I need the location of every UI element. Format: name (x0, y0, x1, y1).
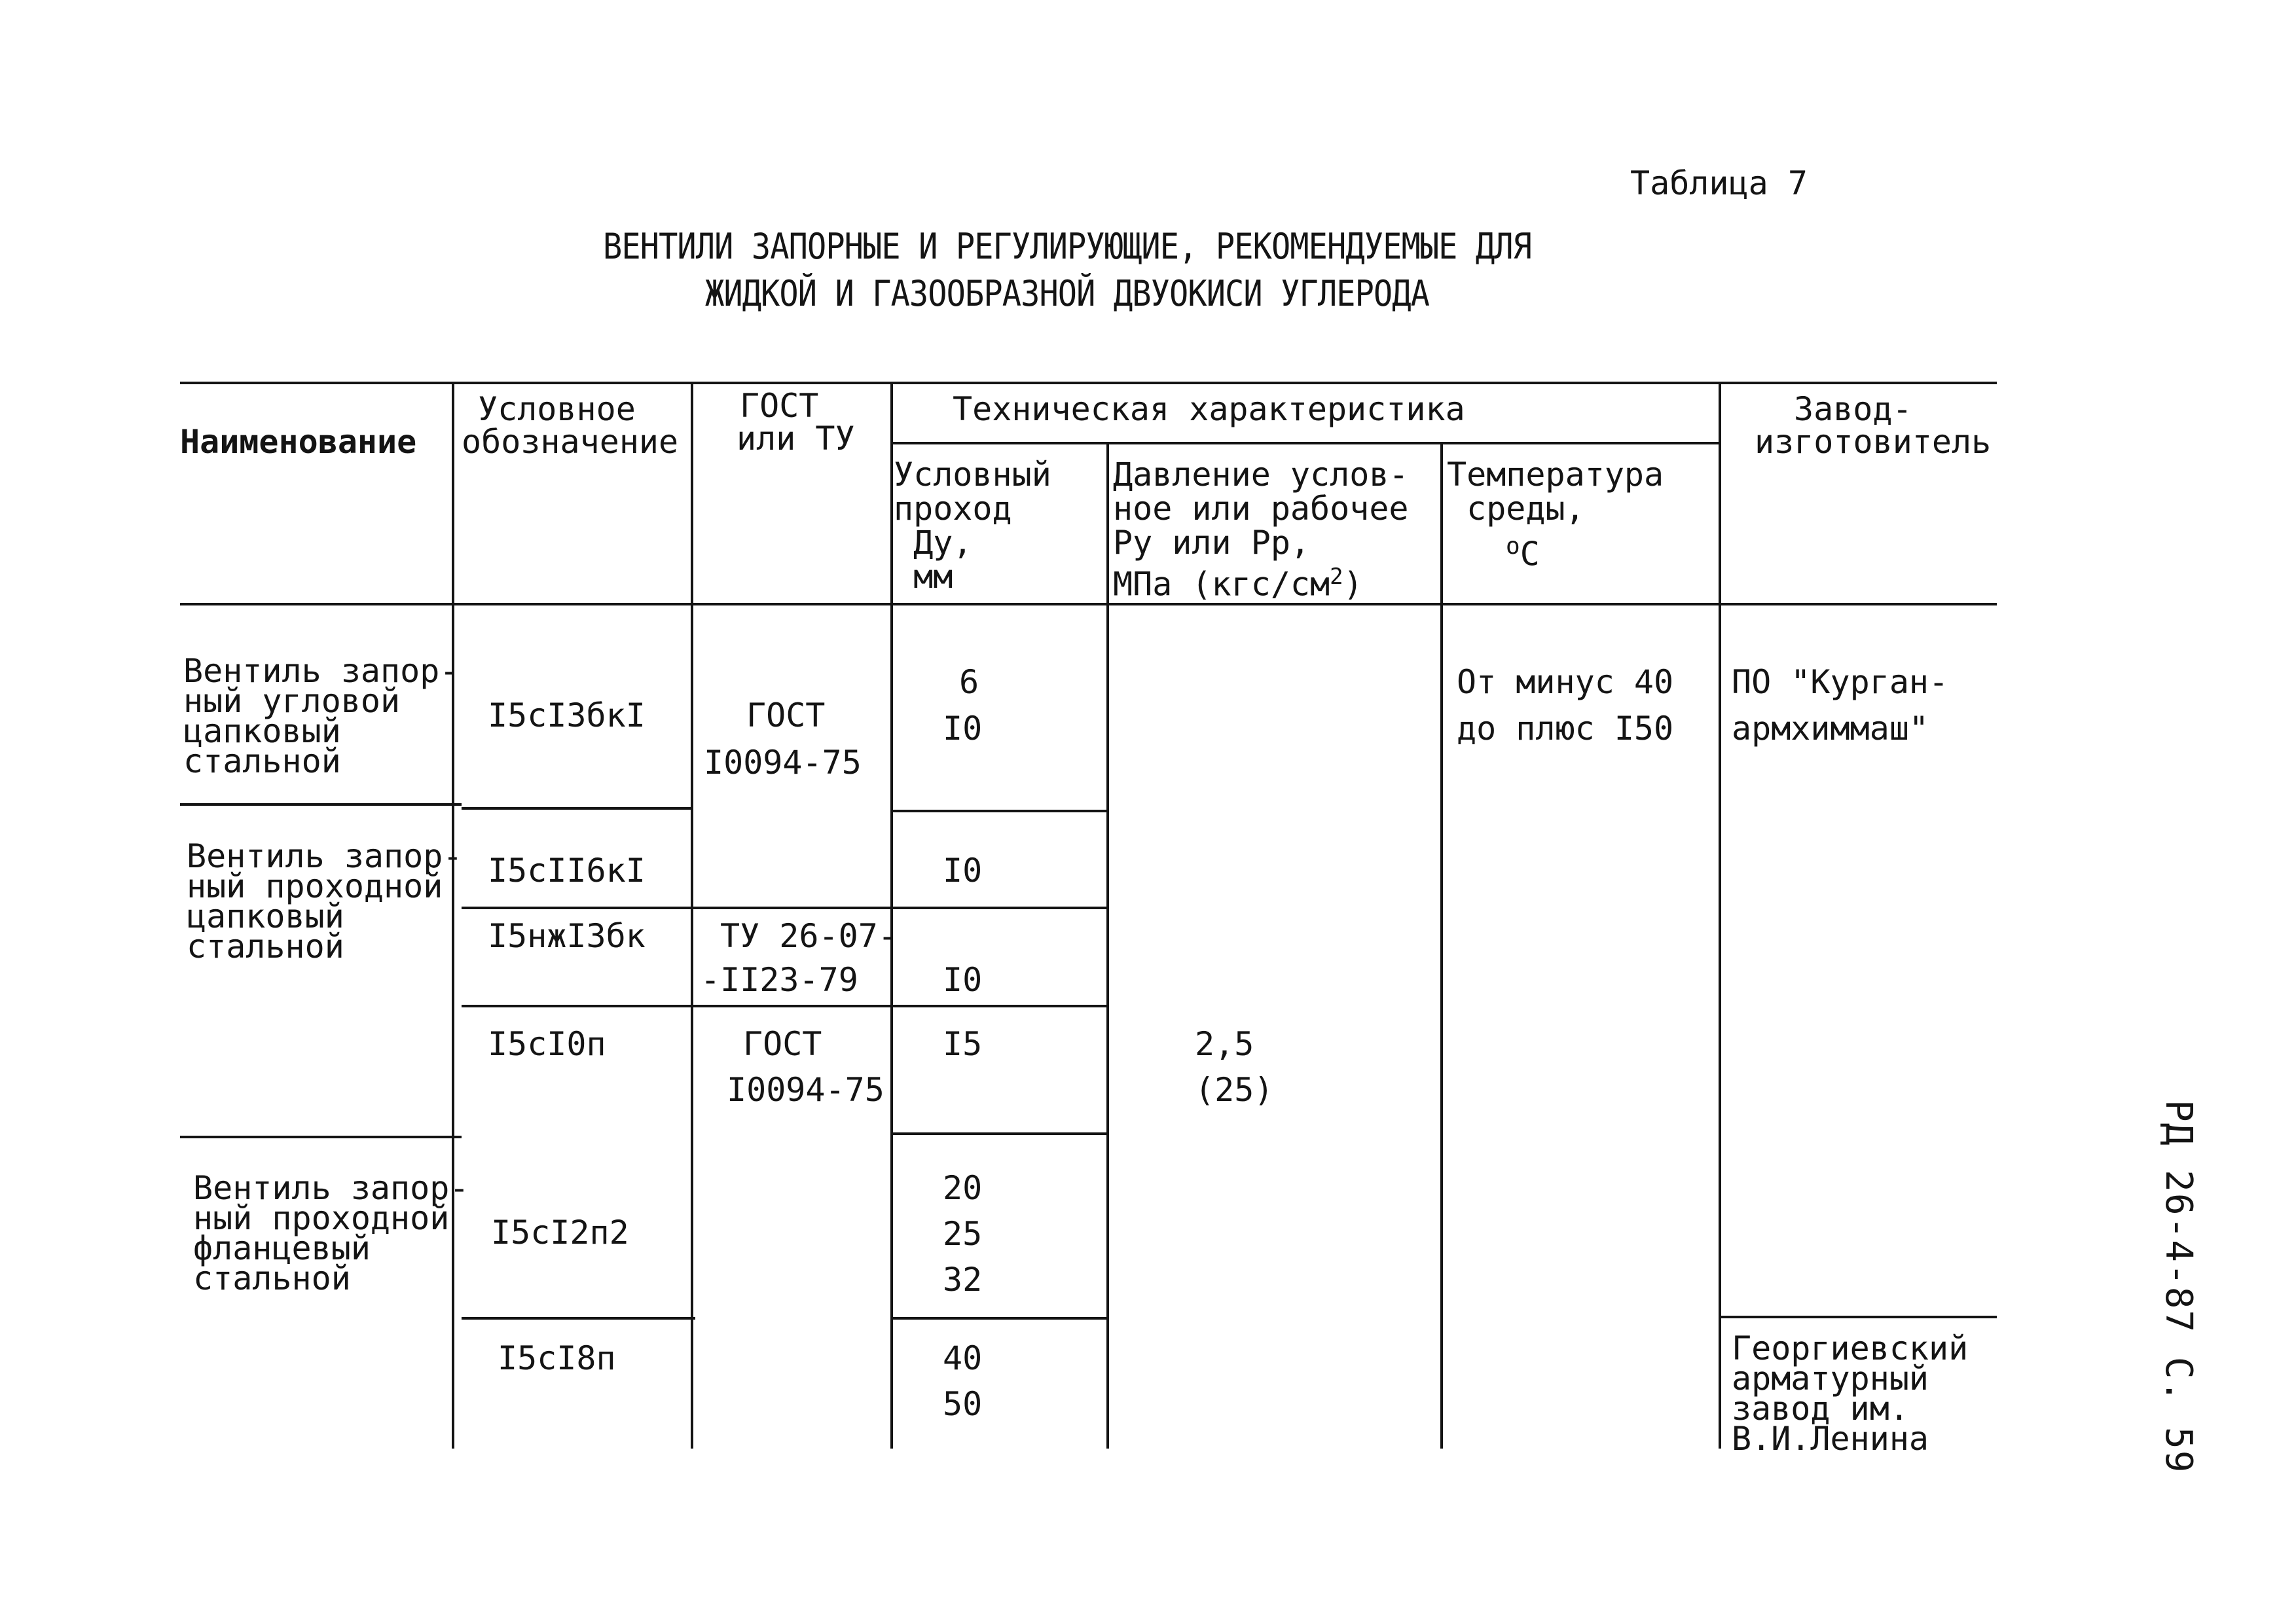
header-pressure-line-2: ное или рабочее (1113, 490, 1409, 528)
row4-bore: I5 (943, 1025, 983, 1063)
row1-bore-line-1: 6 (959, 663, 979, 701)
header-pressure-line-3: Ру или Рр, (1113, 524, 1311, 562)
col-rule-5 (1440, 442, 1443, 1449)
row-rule-bore-4 (892, 1132, 1108, 1135)
pressure-unit-exponent: 2 (1330, 564, 1343, 590)
manufacturer-1-line-2: армхиммаш" (1732, 710, 1929, 748)
row1-name-line-1: Вентиль запор- (183, 652, 460, 690)
pressure-unit-text: МПа (кгс/см (1113, 565, 1330, 604)
row5-bore-line-2: 25 (943, 1215, 983, 1253)
header-bore-line-3: Ду, (894, 524, 973, 562)
row1-designation: I5cI3бкI (488, 696, 646, 734)
row3-gost-line-2: -II23-79 (701, 961, 858, 999)
row-rule-desig-1 (462, 807, 691, 810)
row5-name-line-2: ный проходной (193, 1199, 450, 1237)
document-side-label (2157, 1100, 2213, 1474)
temperature-degree: о (1506, 533, 1520, 560)
manufacturer-1-line-1: ПО "Курган- (1732, 663, 1949, 701)
header-temperature-line-1: Температура (1447, 456, 1664, 494)
row4-gost-line-2: I0094-75 (727, 1071, 884, 1109)
table-caption: Таблица 7 (1630, 164, 1808, 202)
row-rule-5 (462, 1317, 695, 1320)
header-pressure-line-4 (1113, 560, 1363, 604)
row5-designation: I5cI2п2 (491, 1214, 629, 1252)
row3-bore: I0 (943, 961, 983, 999)
row2-bore: I0 (943, 852, 983, 890)
header-temperature-line-2: среды, (1447, 490, 1585, 528)
tech-header-rule (892, 442, 1719, 444)
row6-bore-line-1: 40 (943, 1339, 983, 1377)
row1-name-line-4: стальной (183, 742, 341, 780)
row3-gost-line-1: ТУ 26-07- (720, 917, 898, 955)
header-name: Наименование (180, 423, 417, 461)
row-rule-2 (462, 907, 1108, 909)
row1-name-line-3: цапковый (183, 712, 341, 750)
header-manufacturer-line-2: изготовитель (1755, 423, 1992, 461)
row5-name-line-4: стальной (193, 1259, 351, 1297)
row-rule-name-1 (180, 803, 462, 806)
manufacturer-2-line-4: В.И.Ленина (1732, 1420, 1929, 1458)
header-bore-line-4: мм (894, 558, 953, 596)
document-side-label-text: РД 26-4-87 С. 59 (2157, 1100, 2200, 1474)
row2-name-line-4: стальной (187, 928, 344, 965)
header-pressure-line-1: Давление услов- (1113, 456, 1409, 494)
row3-designation: I5нжI3бк (488, 917, 646, 955)
row5-bore-line-1: 20 (943, 1169, 983, 1207)
table-title-line-2: ЖИДКОЙ И ГАЗООБРАЗНОЙ ДВУОКИСИ УГЛЕРОДА (704, 273, 1430, 314)
temperature-range-line-2: до плюс I50 (1457, 710, 1674, 748)
table-title-line-1: ВЕНТИЛИ ЗАПОРНЫЕ И РЕГУЛИРУЮЩИЕ, РЕКОМЕНДУЕМЫЕ ДЛЯ (602, 226, 1531, 267)
header-gost-line-1: ГОСТ (740, 387, 819, 425)
pressure-value-line-2: (25) (1195, 1071, 1274, 1109)
header-designation-line-1: Условное (478, 390, 636, 428)
row-rule-bore-1 (892, 810, 1108, 812)
pressure-unit-close: ) (1343, 565, 1363, 604)
row1-name-line-2: ный угловой (183, 682, 401, 720)
header-temperature-line-3 (1506, 530, 1540, 571)
col-rule-4 (1106, 442, 1109, 1449)
row-rule-3 (462, 1005, 1108, 1007)
manufacturer-2-line-3: завод им. (1732, 1390, 1909, 1428)
col-rule-1 (452, 382, 454, 1449)
temperature-range-line-1: От минус 40 (1457, 663, 1674, 701)
row6-designation: I5cI8п (498, 1339, 616, 1377)
header-gost-line-2: или ТУ (737, 420, 855, 458)
row2-name-line-3: цапковый (187, 897, 344, 935)
row2-designation: I5cII6кI (488, 852, 646, 890)
row1-gost-line-2: I0094-75 (704, 744, 862, 782)
col-rule-2 (691, 382, 693, 1449)
row5-bore-line-3: 32 (943, 1261, 983, 1299)
header-designation-line-2: обозначение (462, 423, 679, 461)
col-rule-6 (1719, 382, 1721, 1449)
row5-name-line-3: фланцевый (193, 1229, 371, 1267)
manufacturer-2-line-1: Георгиевский (1732, 1329, 1969, 1367)
row1-gost-line-1: ГОСТ (746, 696, 826, 734)
header-tech: Техническая характеристика (953, 390, 1465, 428)
header-bore-line-2: проход (894, 490, 1012, 528)
header-manufacturer-line-1: Завод- (1794, 390, 1912, 428)
row2-name-line-1: Вентиль запор- (187, 837, 463, 875)
row4-designation: I5cI0п (488, 1025, 606, 1063)
row-rule-name-2 (180, 1136, 462, 1138)
row5-name-line-1: Вентиль запор- (193, 1169, 469, 1207)
pressure-value-line-1: 2,5 (1195, 1025, 1254, 1063)
col-rule-3 (890, 382, 893, 1449)
row-rule-manufacturer (1719, 1316, 1997, 1318)
row-rule-bore-5 (892, 1317, 1108, 1320)
header-bore-line-1: Условный (894, 456, 1051, 494)
row4-gost-line-1: ГОСТ (743, 1025, 822, 1063)
temperature-unit: С (1520, 535, 1540, 573)
row2-name-line-2: ный проходной (187, 867, 443, 905)
row6-bore-line-2: 50 (943, 1385, 983, 1423)
row1-bore-line-2: I0 (943, 710, 983, 748)
manufacturer-2-line-2: арматурный (1732, 1360, 1929, 1398)
